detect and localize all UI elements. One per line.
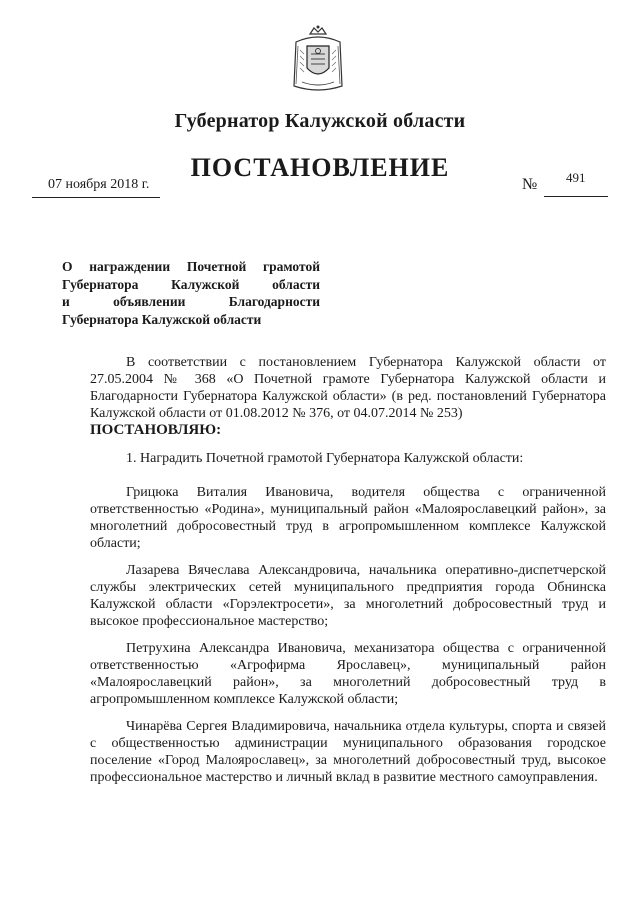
subject-line: О награждении Почетной грамотой — [62, 259, 320, 274]
number-underline — [544, 196, 608, 197]
coat-of-arms-emblem — [288, 24, 348, 96]
awardee-text: Петрухина Александра Ивановича, механизатора общества с ограниченной ответственностью «Агрофирма Ярославец», муниципальный район «Малоярославецкий район», за многолетний добросовестный труд в агропромышленном комплексе Калужской области; — [90, 641, 606, 707]
item-1 — [90, 450, 606, 467]
date-underline — [32, 197, 160, 198]
issuing-authority: Губернатор Калужской области — [174, 110, 466, 132]
awardee-text: Лазарева Вячеслава Александровича, начальника оперативно-диспетчерской службы электрических сетей муниципального предприятия города Обнинска Калужской области «Горэлектросети», за многолетний добросовестный труд и высокое профессиональное мастерство; — [90, 563, 606, 629]
awardee-paragraph — [90, 562, 606, 630]
item-1-title: 1. Наградить Почетной грамотой Губернатора Калужской области: — [126, 451, 524, 466]
awardee-text: Чинарёва Сергея Владимировича, начальника отдела культуры, спорта и связей с общественностью администрации муниципального образования городское поселение «Город Малоярославец», за многолетний добросовестный труд, высокое профессиональное мастерство и личный вклад в развитие местного самоуправления. — [90, 719, 606, 785]
subject-line: Губернатора Калужской области — [62, 276, 320, 292]
document-date: 07 ноября 2018 г. — [48, 177, 150, 192]
awardee-paragraph — [90, 484, 606, 552]
number-label: № — [522, 176, 538, 193]
document-number: 491 — [566, 170, 586, 185]
awardee-paragraph — [90, 640, 606, 708]
awardee-paragraph — [90, 718, 606, 786]
awardee-text: Грицюка Виталия Ивановича, водителя общества с ограниченной ответственностью «Родина», муниципальный район «Малоярославецкий район», за многолетний добросовестный труд в агропромышленном комплексе Калужской области; — [90, 485, 606, 551]
subject-line: и объявлении Благодарности — [62, 294, 320, 309]
subject-line: Губернатора Калужской области — [62, 311, 262, 327]
preamble-text: В соответствии с постановлением Губернатора Калужской области от 27.05.2004 № 368 «О Почетной грамоте Губернатора Калужской области и Благодарности Губернатора Калужской области» (в ред. постановлений Губернатора Калужской области от 01.08.2012 № 376, от 04.07.2014 № 253) — [90, 355, 606, 421]
document-type-title: ПОСТАНОВЛЕНИЕ — [190, 153, 450, 182]
preamble-block — [90, 354, 606, 439]
document-subject — [62, 258, 320, 328]
decree-word: ПОСТАНОВЛЯЮ: — [90, 422, 222, 438]
